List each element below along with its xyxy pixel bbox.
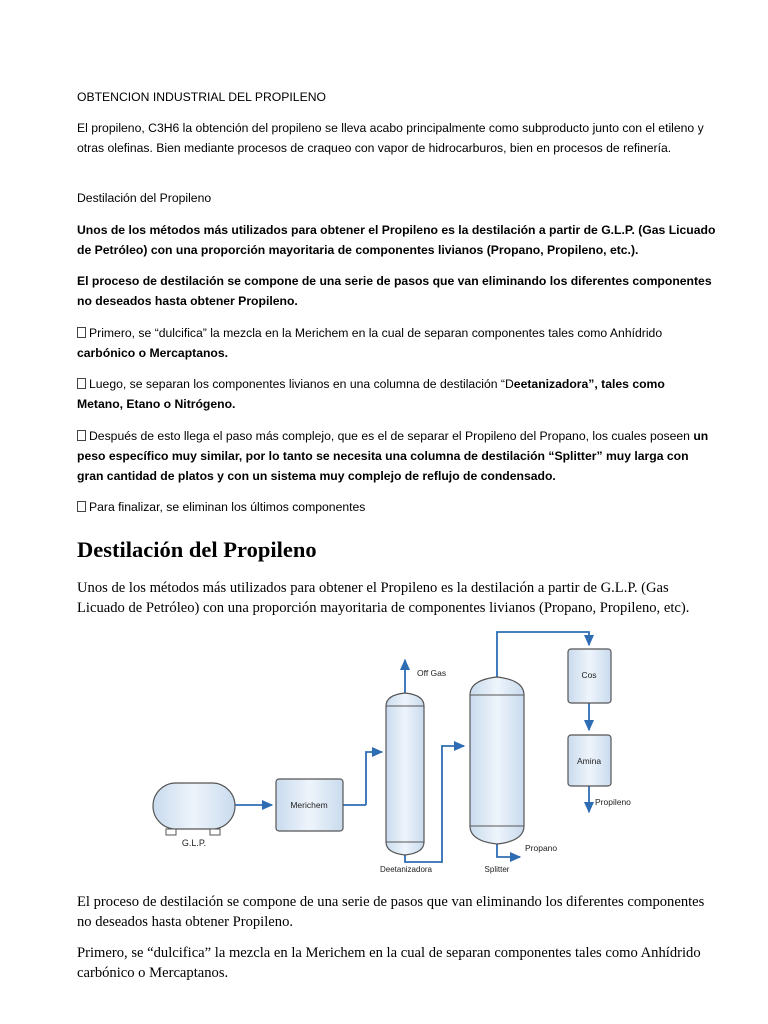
bullet-step-3	[77, 426, 717, 486]
flow-arrow-merichem-deetanizadora	[366, 752, 382, 805]
missing-glyph-icon	[77, 378, 86, 389]
bullet-1-text-b: carbónico o Mercaptanos.	[77, 346, 229, 360]
offgas-label: Off Gas	[417, 668, 447, 678]
amina-label: Amina	[576, 756, 602, 766]
process-paragraph-serif: El proceso de destilación se compone de una serie de pasos que van eliminando los diferentes componentes no deseados hasta obtener Propileno.	[77, 894, 705, 930]
method-paragraph-serif: Unos de los métodos más utilizados para obtener el Propileno es la destilación a partir de G.L.P. (Gas Licuado de Petróleo) con una proporción mayoritaria de componentes livianos (Propano, Propileno, etc).	[77, 580, 690, 616]
missing-glyph-icon	[77, 501, 86, 512]
deetanizadora-label: Deetanizadora	[379, 865, 433, 874]
bullet-step-1	[77, 323, 717, 363]
bullet-step-4	[77, 497, 717, 517]
method-paragraph: Unos de los métodos más utilizados para obtener el Propileno es la destilación a partir de G.L.P. (Gas Licuado de Petróleo) con una proporción mayoritaria de componentes livianos (Propano, Propileno, etc.).	[77, 223, 716, 257]
missing-glyph-icon	[77, 327, 86, 338]
bullet-3-text-b: un peso específico muy similar, por lo tanto se necesita una columna de destilación “Splitter” muy larga con gran cantidad de platos y con un sistema muy complejo de reflujo de condensado.	[77, 429, 709, 483]
splitter-column	[470, 677, 524, 844]
cos-label: Cos	[581, 670, 597, 680]
first-step-paragraph-serif: Primero, se “dulcifica” la mezcla en la Merichem en la cual de separan componentes tales como Anhídrido carbónico o Mercaptanos.	[77, 945, 701, 981]
distillation-process-diagram	[140, 620, 660, 880]
propano-label: Propano	[525, 843, 558, 853]
bullet-4-text: Para finalizar, se eliminan los últimos componentes	[89, 500, 366, 514]
glp-tank	[153, 783, 235, 835]
section-subheading: Destilación del Propileno	[77, 191, 212, 205]
intro-paragraph: El propileno, C3H6 la obtención del propileno se lleva acabo principalmente como subproducto junto con el etileno y otras olefinas. Bien mediante procesos de craqueo con vapor de hidrocarburos, bien en procesos de refinería.	[77, 121, 704, 155]
deetanizadora-column	[386, 693, 424, 855]
missing-glyph-icon	[77, 430, 86, 441]
propileno-label: Propileno	[595, 797, 631, 807]
merichem-label: Merichem	[290, 800, 328, 810]
bullet-3-text-a: Después de esto llega el paso más complejo, que es el de separar el Propileno del Propano, los cuales poseen	[89, 429, 690, 443]
glp-label: G.L.P.	[181, 838, 207, 848]
doc-title: OBTENCION INDUSTRIAL DEL PROPILENO	[77, 90, 326, 104]
splitter-label: Splitter	[484, 865, 510, 874]
section-heading: Destilación del Propileno	[77, 537, 317, 562]
bullet-1-text-a: Primero, se “dulcifica” la mezcla en la Merichem en la cual de separan componentes tales como Anhídrido	[89, 326, 663, 340]
bullet-step-2	[77, 374, 717, 414]
bullet-2-text-c: Metano, Etano o Nitrógeno.	[77, 397, 236, 411]
bullet-2-text-b: eetanizadora”, tales como	[513, 377, 665, 391]
bullet-2-text-a: Luego, se separan los componentes livianos en una columna de destilación “D	[89, 377, 514, 391]
process-paragraph: El proceso de destilación se compone de una serie de pasos que van eliminando los diferentes componentes no deseados hasta obtener Propileno.	[77, 274, 712, 308]
